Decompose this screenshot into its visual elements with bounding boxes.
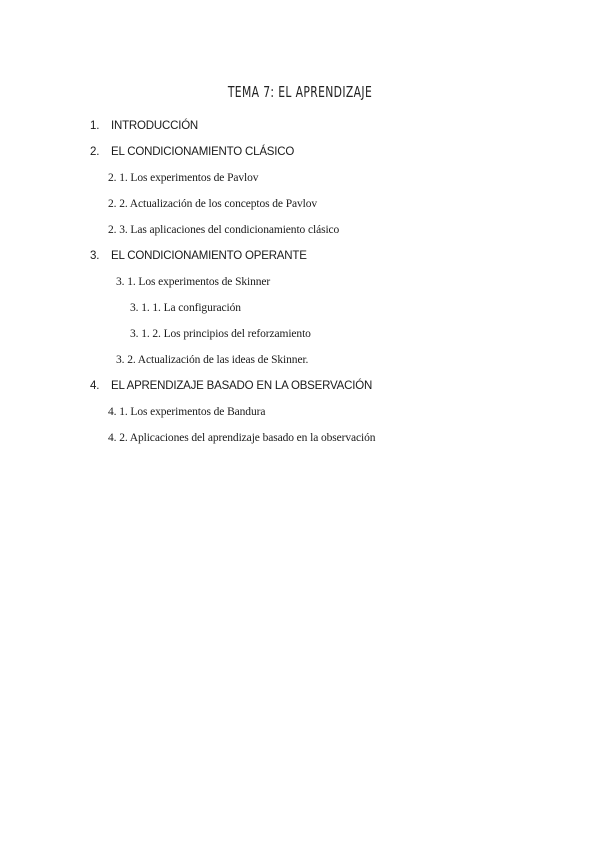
toc-item-3-2: 3. 2. Actualización de las ideas de Skinner. [116,354,309,366]
toc-number: 1. [90,120,100,132]
toc-item-4-1: 4. 1. Los experimentos de Bandura [108,406,266,418]
toc-number: 2. [90,146,100,158]
toc-item-2-1: 2. 1. Los experimentos de Pavlov [108,172,259,184]
toc-label: EL CONDICIONAMIENTO CLÁSICO [111,146,295,158]
toc-item-3-1: 3. 1. Los experimentos de Skinner [116,276,271,288]
toc-number: 3. [90,250,100,262]
toc-item-1 [90,119,198,133]
toc-item-4 [90,379,372,393]
toc-number: 4. [90,380,100,392]
toc-label: EL APRENDIZAJE BASADO EN LA OBSERVACIÓN [111,380,373,392]
toc-label: INTRODUCCIÓN [111,120,199,132]
toc-item-3 [90,249,307,263]
toc-item-4-2: 4. 2. Aplicaciones del aprendizaje basado en la observación [108,432,376,444]
toc-item-2-2: 2. 2. Actualización de los conceptos de Pavlov [108,198,318,210]
toc-label: EL CONDICIONAMIENTO OPERANTE [111,250,307,262]
toc-item-2 [90,145,294,159]
toc-item-2-3: 2. 3. Las aplicaciones del condicionamiento clásico [108,224,340,236]
toc-item-3-1-2: 3. 1. 2. Los principios del reforzamiento [130,328,311,340]
page-title: TEMA 7: EL APRENDIZAJE [227,83,373,101]
toc-item-3-1-1: 3. 1. 1. La configuración [130,302,241,314]
